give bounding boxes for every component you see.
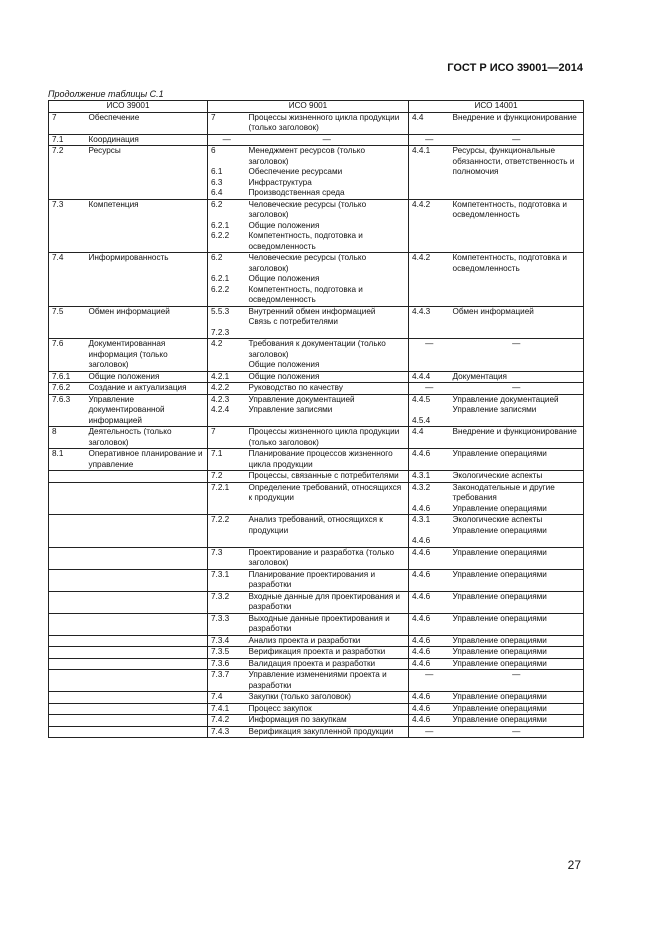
iso9001-title-cell: — — [246, 134, 409, 146]
iso14001-clause-cell: 4.3.1 — [409, 471, 450, 483]
standard-designation: ГОСТ Р ИСО 39001—2014 — [447, 62, 583, 74]
iso39001-title-cell — [86, 703, 208, 715]
iso14001-clause-cell: 4.4.6 — [409, 547, 450, 569]
column-header-iso14001: ИСО 14001 — [409, 101, 584, 113]
iso9001-clause-cell: 7.3.7 — [208, 670, 246, 692]
iso14001-clause-cell: 4.4 — [409, 112, 450, 134]
iso14001-title-cell: Управление операциями — [450, 449, 584, 471]
iso9001-clause-cell: 4.2.3 4.2.4 — [208, 394, 246, 427]
iso9001-clause-cell: 7.3.6 — [208, 658, 246, 670]
table-row — [49, 371, 584, 383]
iso14001-clause-cell: 4.4 — [409, 427, 450, 449]
iso9001-clause-cell: 7.4.1 — [208, 703, 246, 715]
iso9001-title-cell: Верификация закупленной продукции — [246, 726, 409, 738]
iso9001-title-cell: Общие положения — [246, 371, 409, 383]
iso39001-clause-cell: 8.1 — [49, 449, 86, 471]
iso39001-clause-cell — [49, 471, 86, 483]
table-row — [49, 253, 584, 307]
table-row — [49, 146, 584, 200]
iso14001-title-cell: Управление документацией Управление записями — [450, 394, 584, 427]
iso39001-clause-cell: 7.6 — [49, 339, 86, 372]
iso9001-clause-cell: 4.2.1 — [208, 371, 246, 383]
iso14001-title-cell: Внедрение и функционирование — [450, 427, 584, 449]
iso9001-clause-cell: 7.2 — [208, 471, 246, 483]
iso9001-title-cell: Управление изменениями проекта и разработки — [246, 670, 409, 692]
iso9001-title-cell: Входные данные для проектирования и разработки — [246, 591, 409, 613]
iso14001-title-cell: Документация — [450, 371, 584, 383]
iso9001-clause-cell: 7.3.2 — [208, 591, 246, 613]
iso14001-clause-cell: 4.4.6 — [409, 569, 450, 591]
iso9001-clause-cell: 7.2.2 — [208, 515, 246, 548]
table-row — [49, 199, 584, 253]
iso14001-clause-cell: 4.4.6 — [409, 715, 450, 727]
iso9001-title-cell: Управление документацией Управление записями — [246, 394, 409, 427]
iso14001-title-cell: — — [450, 383, 584, 395]
table-row — [49, 482, 584, 515]
iso9001-clause-cell: 7.3.3 — [208, 613, 246, 635]
iso39001-clause-cell — [49, 715, 86, 727]
iso39001-title-cell: Создание и актуализация — [86, 383, 208, 395]
iso14001-title-cell: Управление операциями — [450, 591, 584, 613]
iso14001-clause-cell: 4.4.6 — [409, 613, 450, 635]
iso39001-title-cell — [86, 647, 208, 659]
iso9001-title-cell: Анализ проекта и разработки — [246, 635, 409, 647]
iso14001-clause-cell: 4.4.1 — [409, 146, 450, 200]
iso14001-title-cell: Управление операциями — [450, 635, 584, 647]
iso9001-title-cell: Процесс закупок — [246, 703, 409, 715]
table-row — [49, 427, 584, 449]
iso9001-clause-cell: 7 — [208, 112, 246, 134]
iso39001-title-cell: Документированная информация (только заголовок) — [86, 339, 208, 372]
iso39001-clause-cell — [49, 726, 86, 738]
iso14001-title-cell: Экологические аспекты Управление операциями — [450, 515, 584, 548]
iso39001-clause-cell — [49, 591, 86, 613]
iso14001-clause-cell: 4.3.2 4.4.6 — [409, 482, 450, 515]
iso39001-clause-cell: 7.1 — [49, 134, 86, 146]
iso14001-title-cell: Экологические аспекты — [450, 471, 584, 483]
correspondence-table — [48, 100, 584, 738]
iso39001-title-cell — [86, 471, 208, 483]
iso9001-clause-cell: 6.2 6.2.1 6.2.2 — [208, 199, 246, 253]
iso9001-title-cell: Внутренний обмен информацией Связь с потребителями — [246, 306, 409, 339]
table-row — [49, 471, 584, 483]
iso14001-clause-cell: 4.4.6 — [409, 449, 450, 471]
iso9001-title-cell: Требования к документации (только заголовок) Общие положения — [246, 339, 409, 372]
iso9001-title-cell: Проектирование и разработка (только заголовок) — [246, 547, 409, 569]
iso14001-title-cell: — — [450, 134, 584, 146]
iso39001-clause-cell: 7.4 — [49, 253, 86, 307]
iso39001-title-cell: Информированность — [86, 253, 208, 307]
iso14001-clause-cell: 4.4.6 — [409, 692, 450, 704]
iso9001-title-cell: Руководство по качеству — [246, 383, 409, 395]
iso14001-clause-cell: 4.4.6 — [409, 703, 450, 715]
iso39001-title-cell — [86, 569, 208, 591]
iso9001-clause-cell: 4.2 — [208, 339, 246, 372]
iso9001-clause-cell: 7.3.5 — [208, 647, 246, 659]
iso9001-title-cell: Человеческие ресурсы (только заголовок) Общие положения Компетентность, подготовка и осведомленность — [246, 199, 409, 253]
iso14001-title-cell: Законодательные и другие требования Управление операциями — [450, 482, 584, 515]
iso39001-clause-cell — [49, 613, 86, 635]
iso9001-title-cell: Анализ требований, относящихся к продукции — [246, 515, 409, 548]
table-row — [49, 635, 584, 647]
iso14001-title-cell: Обмен информацией — [450, 306, 584, 339]
iso9001-title-cell: Процессы жизненного цикла продукции (только заголовок) — [246, 427, 409, 449]
iso9001-title-cell: Определение требований, относящихся к продукции — [246, 482, 409, 515]
iso9001-title-cell: Человеческие ресурсы (только заголовок) Общие положения Компетентность, подготовка и осведомленность — [246, 253, 409, 307]
iso9001-clause-cell: — — [208, 134, 246, 146]
table-row — [49, 515, 584, 548]
iso39001-clause-cell: 7.3 — [49, 199, 86, 253]
iso9001-clause-cell: 7.4.2 — [208, 715, 246, 727]
iso9001-clause-cell: 6 6.1 6.3 6.4 — [208, 146, 246, 200]
iso9001-clause-cell: 7 — [208, 427, 246, 449]
iso14001-title-cell: Управление операциями — [450, 647, 584, 659]
iso14001-title-cell: Управление операциями — [450, 658, 584, 670]
iso14001-title-cell: — — [450, 339, 584, 372]
iso9001-title-cell: Информация по закупкам — [246, 715, 409, 727]
iso39001-title-cell — [86, 692, 208, 704]
iso9001-title-cell: Выходные данные проектирования и разработки — [246, 613, 409, 635]
table-row — [49, 449, 584, 471]
iso39001-clause-cell — [49, 670, 86, 692]
iso39001-clause-cell: 7.6.1 — [49, 371, 86, 383]
iso39001-title-cell: Координация — [86, 134, 208, 146]
iso39001-clause-cell: 8 — [49, 427, 86, 449]
iso14001-clause-cell: 4.4.2 — [409, 199, 450, 253]
table-row — [49, 613, 584, 635]
iso39001-clause-cell: 7.6.3 — [49, 394, 86, 427]
table-row — [49, 394, 584, 427]
iso9001-title-cell: Верификация проекта и разработки — [246, 647, 409, 659]
iso39001-clause-cell: 7.6.2 — [49, 383, 86, 395]
iso14001-title-cell: Управление операциями — [450, 692, 584, 704]
iso39001-clause-cell — [49, 547, 86, 569]
table-row — [49, 703, 584, 715]
table-row — [49, 112, 584, 134]
iso39001-title-cell — [86, 658, 208, 670]
iso39001-title-cell — [86, 547, 208, 569]
iso39001-clause-cell: 7 — [49, 112, 86, 134]
iso14001-clause-cell: 4.3.1 4.4.6 — [409, 515, 450, 548]
iso9001-clause-cell: 4.2.2 — [208, 383, 246, 395]
iso39001-clause-cell — [49, 569, 86, 591]
iso39001-title-cell: Ресурсы — [86, 146, 208, 200]
iso9001-clause-cell: 7.4.3 — [208, 726, 246, 738]
iso39001-title-cell — [86, 670, 208, 692]
iso14001-title-cell: Управление операциями — [450, 547, 584, 569]
iso39001-clause-cell — [49, 703, 86, 715]
iso14001-title-cell: Управление операциями — [450, 613, 584, 635]
iso14001-title-cell: — — [450, 670, 584, 692]
iso9001-title-cell: Планирование процессов жизненного цикла продукции — [246, 449, 409, 471]
iso14001-title-cell: Управление операциями — [450, 715, 584, 727]
column-header-iso9001: ИСО 9001 — [208, 101, 409, 113]
table-row — [49, 383, 584, 395]
iso39001-clause-cell — [49, 515, 86, 548]
iso39001-clause-cell: 7.5 — [49, 306, 86, 339]
iso9001-clause-cell: 7.3.4 — [208, 635, 246, 647]
iso39001-title-cell: Управление документированной информацией — [86, 394, 208, 427]
iso14001-clause-cell: 4.4.6 — [409, 658, 450, 670]
iso39001-title-cell: Общие положения — [86, 371, 208, 383]
iso14001-title-cell: Управление операциями — [450, 569, 584, 591]
iso14001-title-cell: Компетентность, подготовка и осведомленность — [450, 199, 584, 253]
table-row — [49, 569, 584, 591]
table-row — [49, 670, 584, 692]
iso14001-clause-cell: 4.4.6 — [409, 635, 450, 647]
iso9001-title-cell: Валидация проекта и разработки — [246, 658, 409, 670]
iso9001-clause-cell: 6.2 6.2.1 6.2.2 — [208, 253, 246, 307]
iso14001-title-cell: Ресурсы, функциональные обязанности, ответственность и полномочия — [450, 146, 584, 200]
iso9001-clause-cell: 7.3 — [208, 547, 246, 569]
iso9001-title-cell: Процессы жизненного цикла продукции (только заголовок) — [246, 112, 409, 134]
table-row — [49, 591, 584, 613]
iso9001-title-cell: Планирование проектирования и разработки — [246, 569, 409, 591]
iso14001-clause-cell: 4.4.4 — [409, 371, 450, 383]
iso9001-title-cell: Менеджмент ресурсов (только заголовок) Обеспечение ресурсами Инфраструктура Производственная среда — [246, 146, 409, 200]
iso9001-clause-cell: 5.5.3 7.2.3 — [208, 306, 246, 339]
table-caption: Продолжение таблицы С.1 — [48, 89, 164, 99]
table-row — [49, 134, 584, 146]
iso14001-clause-cell: — — [409, 726, 450, 738]
table-row — [49, 339, 584, 372]
iso14001-clause-cell: 4.4.3 — [409, 306, 450, 339]
table-row — [49, 715, 584, 727]
iso9001-clause-cell: 7.3.1 — [208, 569, 246, 591]
iso39001-clause-cell — [49, 658, 86, 670]
iso14001-title-cell: Внедрение и функционирование — [450, 112, 584, 134]
iso9001-title-cell: Процессы, связанные с потребителями — [246, 471, 409, 483]
iso39001-title-cell — [86, 635, 208, 647]
iso39001-title-cell — [86, 482, 208, 515]
iso39001-clause-cell — [49, 692, 86, 704]
iso39001-title-cell — [86, 591, 208, 613]
iso39001-title-cell — [86, 715, 208, 727]
column-header-iso39001: ИСО 39001 — [49, 101, 208, 113]
iso9001-title-cell: Закупки (только заголовок) — [246, 692, 409, 704]
iso39001-clause-cell — [49, 635, 86, 647]
iso39001-title-cell: Деятельность (только заголовок) — [86, 427, 208, 449]
iso14001-clause-cell: — — [409, 383, 450, 395]
table-row — [49, 547, 584, 569]
iso39001-clause-cell: 7.2 — [49, 146, 86, 200]
table-row — [49, 658, 584, 670]
iso14001-title-cell: Компетентность, подготовка и осведомленность — [450, 253, 584, 307]
iso14001-clause-cell: 4.4.5 4.5.4 — [409, 394, 450, 427]
iso39001-clause-cell — [49, 647, 86, 659]
iso9001-clause-cell: 7.2.1 — [208, 482, 246, 515]
table-row — [49, 692, 584, 704]
iso39001-title-cell — [86, 515, 208, 548]
iso14001-title-cell: Управление операциями — [450, 703, 584, 715]
iso39001-title-cell: Оперативное планирование и управление — [86, 449, 208, 471]
iso39001-title-cell — [86, 726, 208, 738]
iso39001-clause-cell — [49, 482, 86, 515]
table-row — [49, 306, 584, 339]
iso14001-clause-cell: — — [409, 339, 450, 372]
iso14001-clause-cell: 4.4.2 — [409, 253, 450, 307]
iso39001-title-cell: Обмен информацией — [86, 306, 208, 339]
iso14001-clause-cell: 4.4.6 — [409, 591, 450, 613]
iso39001-title-cell: Компетенция — [86, 199, 208, 253]
table-row — [49, 726, 584, 738]
iso39001-title-cell — [86, 613, 208, 635]
table-header-row — [49, 101, 584, 113]
iso9001-clause-cell: 7.4 — [208, 692, 246, 704]
iso14001-clause-cell: — — [409, 134, 450, 146]
table-row — [49, 647, 584, 659]
iso14001-clause-cell: 4.4.6 — [409, 647, 450, 659]
page-number: 27 — [567, 858, 581, 872]
iso14001-title-cell: — — [450, 726, 584, 738]
iso9001-clause-cell: 7.1 — [208, 449, 246, 471]
iso14001-clause-cell: — — [409, 670, 450, 692]
table-body — [49, 112, 584, 738]
iso39001-title-cell: Обеспечение — [86, 112, 208, 134]
